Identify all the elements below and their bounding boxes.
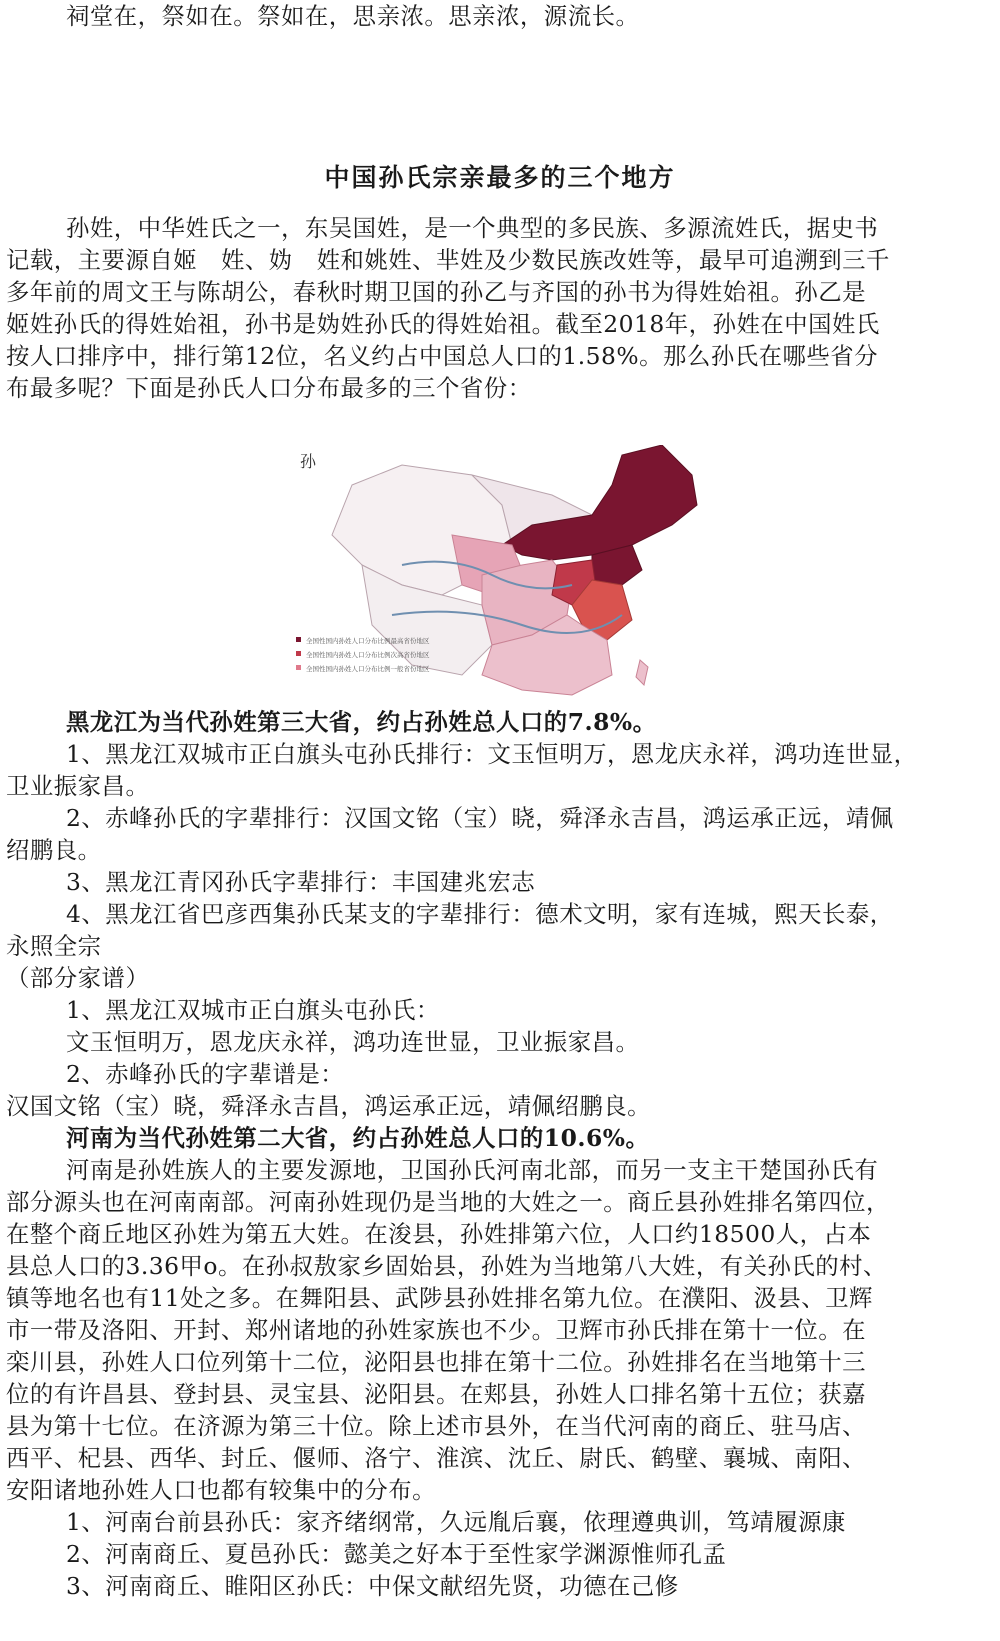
- henan-line: 县为第十七位。在济源为第三十位。除上述市县外，在当代河南的商丘、驻马店、: [6, 1412, 867, 1440]
- china-map-graphic: [292, 445, 718, 710]
- heilongjiang-line: 2、赤峰孙氏的字辈排行：汉国文铭（宝）晓，舜泽永吉昌，鸿运承正远，靖佩: [66, 804, 894, 832]
- henan-line: 西平、杞县、西华、封丘、偃师、洛宁、淮滨、沈丘、尉氏、鹤壁、襄城、南阳、: [6, 1444, 867, 1472]
- heilongjiang-line: 3、黑龙江青冈孙氏字辈排行：丰国建兆宏志: [66, 868, 536, 896]
- henan-heading: 河南为当代孙姓第二大省，约占孙姓总人口的10.6%。: [66, 1124, 650, 1152]
- henan-line: 市一带及洛阳、开封、郑州诸地的孙姓家族也不少。卫辉市孙氏排在第十一位。在: [6, 1316, 867, 1344]
- henan-line: 县总人口的3.36甲o。在孙叔敖家乡固始县，孙姓为当地第八大姓，有关孙氏的村、: [6, 1252, 887, 1280]
- intro-line: 记载，主要源自姬 姓、妫 姓和姚姓、芈姓及少数民族改姓等，最早可追溯到三千: [6, 246, 890, 274]
- map-legend-swatch: [296, 665, 301, 670]
- henan-line: 1、河南台前县孙氏：家齐绪纲常，久远胤后襄，依理遵典训，笃靖履源康: [66, 1508, 846, 1536]
- henan-line: 3、河南商丘、睢阳区孙氏：中保文献绍先贤，功德在己修: [66, 1572, 679, 1600]
- heilongjiang-line: 绍鹏良。: [6, 836, 102, 864]
- heilongjiang-line: 1、黑龙江双城市正白旗头屯孙氏：: [66, 996, 440, 1024]
- map-legend-swatch: [296, 651, 301, 656]
- intro-line: 姬姓孙氏的得姓始祖，孙书是妫姓孙氏的得姓始祖。截至2018年，孙姓在中国姓氏: [6, 310, 880, 338]
- henan-line: 在整个商丘地区孙姓为第五大姓。在浚县，孙姓排第六位，人口约18500人，占本: [6, 1220, 872, 1248]
- intro-line: 孙姓，中华姓氏之一，东吴国姓，是一个典型的多民族、多源流姓氏，据史书: [66, 214, 879, 242]
- section-title: 中国孙氏宗亲最多的三个地方: [324, 163, 676, 192]
- heilongjiang-line: 文玉恒明万，恩龙庆永祥，鸿功连世显，卫业振家昌。: [66, 1028, 640, 1056]
- henan-line: 部分源头也在河南南部。河南孙姓现仍是当地的大姓之一。商丘县孙姓排名第四位，: [6, 1188, 890, 1216]
- map-legend-text: 全国性国内孙姓人口分布比例次高省份地区: [306, 651, 430, 659]
- map-legend-text: 全国性国内孙姓人口分布比例最高省份地区: [306, 637, 430, 645]
- heilongjiang-line: 2、赤峰孙氏的字辈谱是：: [66, 1060, 345, 1088]
- heilongjiang-line: 卫业振家昌。: [6, 772, 150, 800]
- henan-line: 镇等地名也有11处之多。在舞阳县、武陟县孙姓排名第九位。在濮阳、汲县、卫辉: [6, 1284, 873, 1312]
- sun-surname-distribution-map: [292, 445, 718, 710]
- heilongjiang-line: （部分家谱）: [6, 964, 150, 992]
- intro-line: 按人口排序中，排行第12位，名义约占中国总人口的1.58%。那么孙氏在哪些省分: [6, 342, 879, 370]
- intro-line: 多年前的周文王与陈胡公，春秋时期卫国的孙乙与齐国的孙书为得姓始祖。孙乙是: [6, 278, 867, 306]
- henan-line: 河南是孙姓族人的主要发源地，卫国孙氏河南北部，而另一支主干楚国孙氏有: [66, 1156, 879, 1184]
- heilongjiang-line: 汉国文铭（宝）晓，舜泽永吉昌，鸿运承正远，靖佩绍鹏良。: [6, 1092, 652, 1120]
- heilongjiang-line: 4、黑龙江省巴彦西集孙氏某支的字辈排行：德术文明，家有连城，熙天长泰，: [66, 900, 894, 928]
- map-legend-text: 全国性国内孙姓人口分布比例一般省份地区: [306, 665, 430, 673]
- map-label: 孙: [300, 452, 317, 471]
- henan-line: 安阳诸地孙姓人口也都有较集中的分布。: [6, 1476, 437, 1504]
- heilongjiang-heading: 黑龙江为当代孙姓第三大省，约占孙姓总人口的7.8%。: [66, 708, 657, 736]
- henan-line: 位的有许昌县、登封县、灵宝县、泌阳县。在郏县，孙姓人口排名第十五位；获嘉: [6, 1380, 867, 1408]
- heilongjiang-line: 1、黑龙江双城市正白旗头屯孙氏排行：文玉恒明万，恩龙庆永祥，鸿功连世显，: [66, 740, 918, 768]
- map-island-taiwan: [636, 660, 648, 685]
- henan-line: 2、河南商丘、夏邑孙氏：懿美之好本于至性家学渊源惟师孔孟: [66, 1540, 727, 1568]
- intro-line: 布最多呢？下面是孙氏人口分布最多的三个省份：: [6, 374, 532, 402]
- top-line: 祠堂在，祭如在。祭如在，思亲浓。思亲浓，源流长。: [66, 2, 640, 30]
- map-legend-swatch: [296, 637, 301, 642]
- heilongjiang-line: 永照全宗: [6, 932, 102, 960]
- henan-line: 栾川县，孙姓人口位列第十二位，泌阳县也排在第十二位。孙姓排名在当地第十三: [6, 1348, 867, 1376]
